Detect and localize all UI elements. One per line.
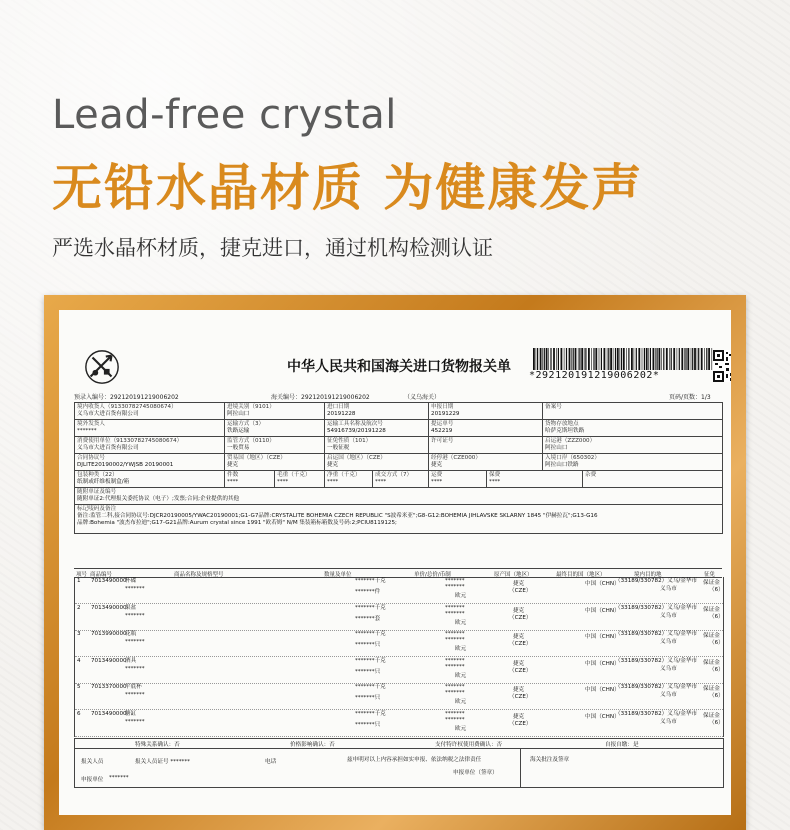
table-row — [75, 577, 723, 604]
package-cell: 包装种类（22） 纸制或纤维板制盒/箱 — [75, 471, 225, 488]
pieces-cell: 件数 **** — [225, 471, 275, 488]
goods-price2-cell: ******* — [445, 584, 465, 590]
table-row — [75, 630, 723, 657]
goods-name2-cell: ******* — [125, 692, 145, 698]
preentry-number: 预录入编号：292120191219006202 — [74, 394, 179, 401]
goods-levy-cell: 保证金 — [703, 633, 720, 639]
signature-row — [74, 748, 724, 788]
goods-qty-cell: *******千克 — [355, 578, 386, 584]
goods-levy2-cell: （6） — [709, 719, 724, 726]
goods-code-cell: 7013490000 — [91, 604, 127, 611]
tax-nature-cell: 征免性质（101） 一般征税 — [325, 437, 429, 454]
customs-declaration — [59, 310, 731, 815]
goods-name2-cell: ******* — [125, 612, 145, 619]
contract-cell: 合同协议号 DJLITE20190002/YWJSB 20190001 — [75, 454, 225, 471]
net-weight-cell: 净重（千克） **** — [325, 471, 373, 488]
self-pay-text: 自报自缴：是 — [605, 742, 639, 748]
customs-emblem-icon — [83, 348, 121, 386]
goods-domestic2-cell: 义乌市 — [660, 718, 677, 725]
entry-place-cell: 入境口岸（650302） 阿拉山口铁路 — [543, 454, 723, 471]
license-cell: 许可证号 — [429, 437, 543, 454]
goods-origin-cell: 捷克 — [513, 660, 525, 667]
goods-levy-cell: 保证金 — [703, 686, 720, 692]
goods-origin-code-cell: （CZE） — [509, 694, 532, 700]
gross-weight-cell: 毛重（千克） **** — [275, 471, 325, 488]
declarant-cert: 报关人员证号 ******* — [135, 759, 190, 765]
goods-header-cell: 商品编号 — [90, 572, 113, 578]
table-row — [75, 437, 723, 454]
goods-domestic2-cell: 义乌市 — [660, 612, 677, 619]
table-row — [75, 604, 723, 631]
goods-price2-cell: ******* — [445, 663, 465, 670]
goods-domestic-cell: （33189/330782）义乌/金华市 — [615, 631, 698, 637]
goods-name2-cell: ******* — [125, 586, 145, 592]
goods-levy-cell: 保证金 — [703, 659, 720, 666]
goods-levy2-cell: （6） — [709, 613, 724, 620]
qr-code-icon — [713, 350, 731, 382]
goods-code-cell: 7013990000 — [91, 631, 127, 637]
departure-port-cell: 启运港（ZZZ000） 阿拉山口 — [543, 437, 723, 454]
goods-domestic-cell: （33189/330782）义乌/金华市 — [615, 604, 698, 611]
goods-levy2-cell: （6） — [709, 640, 724, 646]
declarant-label: 报关人员 — [81, 759, 104, 765]
goods-levy2-cell: （6） — [709, 666, 724, 673]
goods-name2-cell: ******* — [125, 665, 145, 672]
declare-date-cell: 申报日期 20191229 — [429, 403, 543, 420]
declaration-footer — [74, 738, 722, 796]
goods-code-cell: 7013490000 — [91, 710, 127, 717]
goods-price-cell: ******* — [445, 710, 465, 717]
goods-qty2-cell: *******只 — [355, 721, 381, 728]
storage-cell: 货物存放地点 哈萨克斯坦铁路 — [543, 420, 723, 437]
hero-subtitle: 严选水晶杯材质，捷克进口，通过机构检测认证 — [52, 236, 493, 260]
goods-dest-cell: 中国（CHN） — [585, 581, 620, 587]
barcode-icon — [533, 348, 715, 370]
goods-origin-cell: 捷克 — [513, 634, 525, 640]
table-row — [75, 710, 723, 737]
goods-origin-code-cell: （CZE） — [509, 641, 532, 647]
goods-name-cell: 果盆 — [125, 604, 137, 611]
import-date-cell: 进口日期 20191228 — [325, 403, 429, 420]
goods-header-cell: 商品名称及规格型号 — [174, 572, 224, 578]
goods-origin-cell: 捷克 — [513, 713, 525, 720]
goods-domestic-cell: （33189/330782）义乌/金华市 — [615, 578, 698, 584]
goods-qty2-cell: *******套 — [355, 615, 381, 622]
supervision-cell: 监管方式（0110） 一般贸易 — [225, 437, 325, 454]
goods-domestic-cell: （33189/330782）义乌/金华市 — [615, 684, 698, 690]
sign-label: 申报单位（签章） — [453, 770, 498, 776]
goods-currency-cell: 欧元 — [455, 593, 467, 599]
goods-origin-code-cell: （CZE） — [509, 614, 532, 621]
table-row — [75, 454, 723, 471]
goods-name2-cell: ******* — [125, 639, 145, 645]
goods-name2-cell: ******* — [125, 718, 145, 725]
goods-header-cell: 原产国（地区） — [494, 572, 533, 578]
table-row — [75, 471, 723, 488]
consignee-cell: 境内收货人（91330782745080674） 义乌市大进百货有限公司 — [75, 403, 225, 420]
goods-origin-cell: 捷克 — [513, 581, 525, 587]
declare-unit-label: 申报单位 — [81, 777, 104, 783]
goods-no-cell: 2 — [77, 604, 81, 611]
hero-title-en: Lead-free crystal — [52, 92, 397, 138]
goods-price-cell: ******* — [445, 657, 465, 664]
goods-price-cell: ******* — [445, 631, 465, 637]
goods-domestic-cell: （33189/330782）义乌/金华市 — [615, 710, 698, 717]
table-row — [75, 657, 723, 684]
goods-levy-cell: 保证金 — [703, 606, 720, 613]
goods-header-cell: 征免 — [704, 572, 716, 578]
goods-no-cell: 1 — [77, 578, 81, 584]
goods-currency-cell: 欧元 — [455, 619, 467, 626]
goods-levy-cell: 保证金 — [703, 712, 720, 719]
price-effect-text: 价格影响确认：否 — [290, 742, 335, 748]
goods-header-cell: 最终目的国（地区） — [556, 572, 606, 578]
vehicle-cell: 运输工具名称及航次号 54916739/20191228 — [325, 420, 429, 437]
goods-origin-code-cell: （CZE） — [509, 667, 532, 674]
goods-dest-cell: 中国（CHN） — [585, 607, 620, 614]
barcode-number: *292120191219006202* — [529, 370, 660, 381]
shipper-cell: 境外发货人 ******* — [75, 420, 225, 437]
goods-price-cell: ******* — [445, 578, 465, 584]
goods-currency-cell: 欧元 — [455, 699, 467, 705]
goods-domestic2-cell: 义乌市 — [660, 692, 677, 698]
goods-header-cell: 境内目的地 — [634, 572, 662, 578]
goods-origin-cell: 捷克 — [513, 687, 525, 693]
goods-name-cell: 糖缸 — [125, 710, 137, 717]
goods-levy-cell: 保证金 — [703, 580, 720, 586]
goods-header-cell: 项号 — [76, 572, 88, 578]
customs-note-label: 海关批注及签章 — [530, 757, 570, 763]
goods-code-cell: 7013490000 — [91, 578, 127, 584]
goods-name-cell: 酒具 — [125, 657, 137, 664]
goods-dest-cell: 中国（CHN） — [585, 660, 620, 667]
entry-port-cell: 进境关别（9101） 阿拉山口 — [225, 403, 325, 420]
goods-code-cell: 7013370000 — [91, 684, 127, 690]
goods-domestic-cell: （33189/330782）义乌/金华市 — [615, 657, 698, 664]
goods-qty-cell: *******千克 — [355, 657, 386, 664]
goods-levy2-cell: （6） — [709, 587, 724, 593]
goods-code-cell: 7013490000 — [91, 657, 127, 664]
customs-name: （义乌海关） — [404, 394, 441, 401]
declaration-table — [74, 402, 723, 534]
goods-price2-cell: ******* — [445, 690, 465, 696]
goods-qty-cell: *******千克 — [355, 631, 386, 637]
goods-origin-cell: 捷克 — [513, 607, 525, 614]
goods-header-cell: 单价/总价/币制 — [414, 572, 451, 578]
goods-dest-cell: 中国（CHN） — [585, 713, 620, 720]
goods-list — [74, 577, 724, 737]
goods-price-cell: ******* — [445, 604, 465, 611]
goods-price2-cell: ******* — [445, 716, 465, 723]
goods-qty-cell: *******千克 — [355, 604, 386, 611]
goods-price2-cell: ******* — [445, 637, 465, 643]
freight-cell: 运费 **** — [429, 471, 487, 488]
goods-name-cell: 花瓶 — [125, 631, 137, 637]
goods-domestic2-cell: 义乌市 — [660, 665, 677, 672]
goods-no-cell: 5 — [77, 684, 81, 690]
goods-origin-code-cell: （CZE） — [509, 588, 532, 594]
table-row — [75, 403, 723, 420]
deal-method-cell: 成交方式（7） **** — [373, 471, 429, 488]
user-unit-cell: 消费使用单位（91330782745080674） 义乌市大进百货有限公司 — [75, 437, 225, 454]
hero-title-cn: 无铅水晶材质 为健康发声 — [52, 159, 644, 217]
document-title: 中华人民共和国海关进口货物报关单 — [287, 359, 511, 375]
goods-currency-cell: 欧元 — [455, 672, 467, 679]
legal-statement: 兹申明对以上内容承担如实申报、依法纳税之法律责任 — [347, 757, 482, 763]
via-port-cell: 经停港（CZE000） 捷克 — [429, 454, 543, 471]
goods-qty-cell: *******千克 — [355, 684, 386, 690]
transport-cell: 运输方式（3） 铁路运输 — [225, 420, 325, 437]
record-number-cell: 备案号 — [543, 403, 723, 420]
goods-origin-code-cell: （CZE） — [509, 720, 532, 727]
goods-no-cell: 4 — [77, 657, 81, 664]
gold-frame — [44, 295, 746, 830]
goods-dest-cell: 中国（CHN） — [585, 687, 620, 693]
goods-dest-cell: 中国（CHN） — [585, 634, 620, 640]
goods-qty2-cell: *******只 — [355, 668, 381, 675]
goods-qty2-cell: *******只 — [355, 642, 381, 648]
origin-country-cell: 启运国（地区）（CZE） 捷克 — [325, 454, 429, 471]
royalty-text: 支付特许权使用费确认：否 — [435, 742, 503, 748]
documents-cell: 随附单证及编号 随附单证2:代理报关委托协议（电子）;发票;合同;企业提供的其他 — [75, 488, 723, 505]
goods-no-cell: 6 — [77, 710, 81, 717]
goods-currency-cell: 欧元 — [455, 725, 467, 732]
goods-qty-cell: *******千克 — [355, 710, 386, 717]
goods-price2-cell: ******* — [445, 610, 465, 617]
special-relation-text: 特殊关系确认：否 — [135, 742, 180, 748]
goods-domestic2-cell: 义乌市 — [660, 639, 677, 645]
goods-qty2-cell: *******只 — [355, 695, 381, 701]
goods-name-cell: 杯碟 — [125, 578, 137, 584]
insurance-cell: 保费 **** — [487, 471, 583, 488]
trade-country-cell: 贸易国（地区）（CZE） 捷克 — [225, 454, 325, 471]
misc-fee-cell: 杂费 — [583, 471, 723, 488]
goods-levy2-cell: （6） — [709, 693, 724, 699]
table-row — [75, 488, 723, 505]
goods-currency-cell: 欧元 — [455, 646, 467, 652]
bill-cell: 提运单号 452219 — [429, 420, 543, 437]
page-count: 页码/页数：1/3 — [669, 394, 711, 401]
declare-unit-value: ******* — [109, 775, 129, 781]
goods-domestic2-cell: 义乌市 — [660, 586, 677, 592]
customs-number: 海关编号：292120191219006202 — [271, 394, 370, 401]
table-row — [75, 683, 723, 710]
goods-header-cell: 数量及单位 — [324, 572, 352, 578]
goods-no-cell: 3 — [77, 631, 81, 637]
phone-label: 电话 — [265, 759, 277, 765]
goods-name-cell: 平底杯 — [125, 684, 142, 690]
divider — [520, 749, 521, 787]
table-row — [75, 505, 723, 534]
table-row — [75, 420, 723, 437]
goods-qty2-cell: *******件 — [355, 589, 381, 595]
marks-cell: 标记唛码及备注 备注:监管二科,接合同协议号:DJCR20190005/YWAC20190001;G1-G7品牌:CRYSTALITE BOHEMIA CZECH REPUBLIC "S波希米亚";G8-G12:BOHEMIA JIHLAVSKE SKLARNY 1845 "伊赫拉瓦";G13-G16 品牌:Bohemia "波杰布拉迪";G17-G21品牌:Aurum crystal since 1991 "欧若姆" N/M 集装箱标箱数及号码:2;PCIU8119125; — [75, 505, 723, 534]
goods-price-cell: ******* — [445, 684, 465, 690]
